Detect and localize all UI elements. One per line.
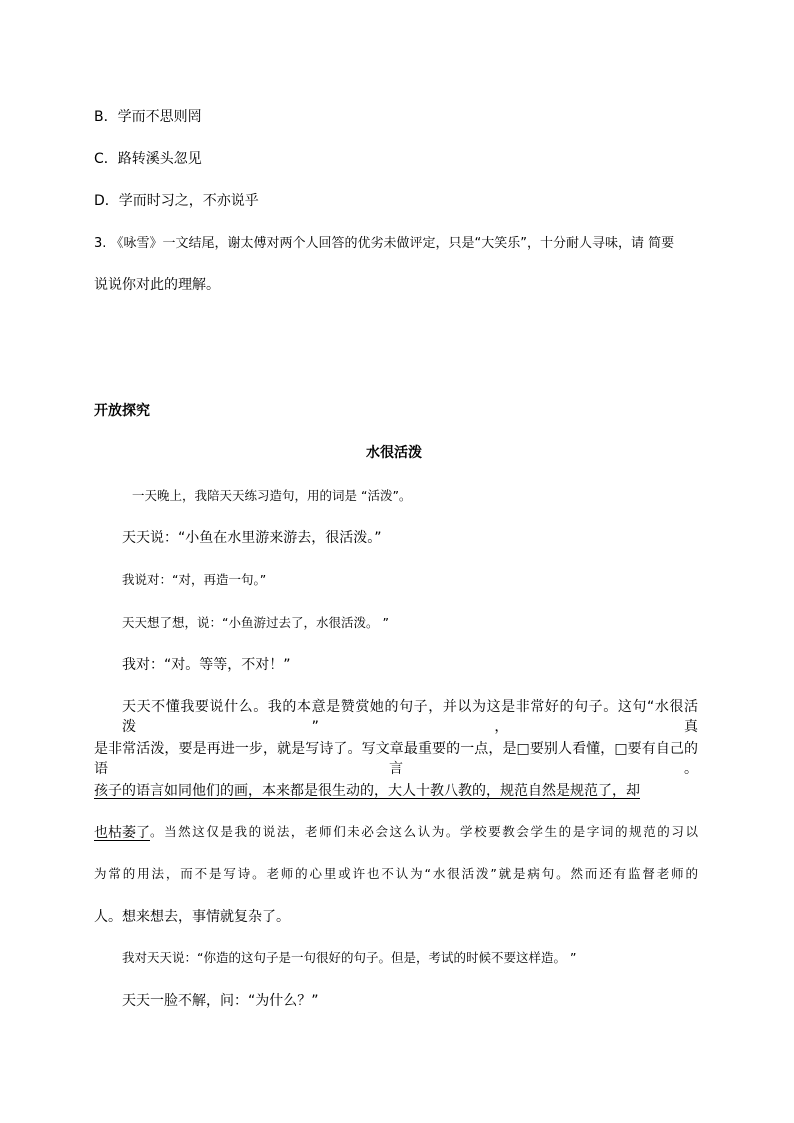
question-3-line-1: 3. 《咏雪》一文结尾，谢太傅对两个人回答的优劣未做评定，只是“大笑乐”，十分耐人寻味，请 简要 <box>94 236 675 251</box>
option-d: D．学而时习之，不亦说乎 <box>94 193 259 209</box>
paragraph-7: 我对天天说：“你造的这句子是一句很好的句子。但是，考试的时候不要这样造。 ” <box>122 950 577 965</box>
paragraph-4: 天天想了想，说：“小鱼游过去了，水很活泼。 ” <box>122 615 389 630</box>
paragraph-6-line-1: 天天不懂我要说什么。我的本意是赞赏她的句子，并以为这是非常好的句子。这句“水很活泼”，真 <box>122 699 698 735</box>
section-heading: 开放探究 <box>94 403 150 419</box>
paragraph-3: 我说对：“对，再造一句。” <box>122 572 267 587</box>
paragraph-6-line-6: 人。想来想去，事情就复杂了。 <box>94 909 290 925</box>
option-c: C．路转溪头忽见 <box>94 151 202 167</box>
option-b: B．学而不思则罔 <box>94 109 202 125</box>
paragraph-2: 天天说：“小鱼在水里游来游去，很活泼。” <box>122 530 382 546</box>
underlined-phrase: 也枯萎了 <box>94 825 150 841</box>
paragraph-6-line-5: 为常的用法，而不是写诗。老师的心里或许也不认为“水很活泼”就是病句。然而还有监督老师的 <box>94 866 698 881</box>
paragraph-1: 一天晚上，我陪天天练习造句，用的词是 “活泼”。 <box>132 488 412 503</box>
paragraph-8: 天天一脸不解，问：“为什么？” <box>122 993 319 1009</box>
paragraph-6-line-4 <box>94 822 698 842</box>
paragraph-6-line-4-rest: 。当然这仅是我的说法，老师们未必会这么认为。学校要教会学生的是字词的规范的习以 <box>150 824 698 839</box>
article-title: 水很活泼 <box>366 445 422 461</box>
question-3-line-2: 说说你对此的理解。 <box>94 277 220 293</box>
paragraph-6-line-3: 孩子的语言如同他们的画，本来都是很生动的，大人十教八教的，规范自然是规范了，却 <box>94 783 640 799</box>
paragraph-6-line-2: 是非常活泼，要是再进一步，就是写诗了。写文章最重要的一点，是□要别人看懂，□要有自己的语言。 <box>94 741 698 777</box>
paragraph-5: 我对：“对。等等，不对！” <box>122 657 291 673</box>
